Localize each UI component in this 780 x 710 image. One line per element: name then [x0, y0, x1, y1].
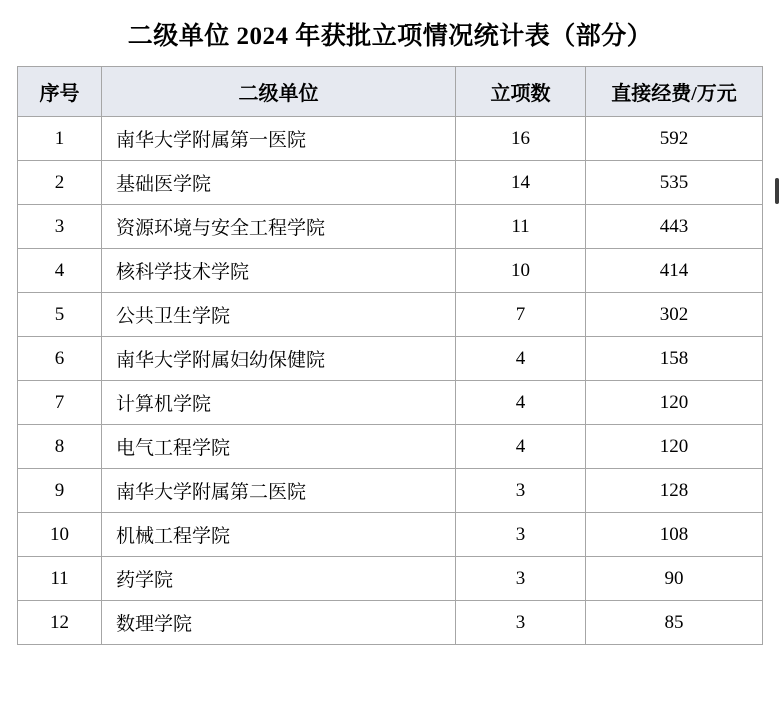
cell-index: 8: [18, 425, 102, 469]
cell-count: 4: [456, 337, 586, 381]
statistics-table: [17, 66, 763, 645]
scroll-indicator[interactable]: [775, 178, 779, 204]
cell-count: 11: [456, 205, 586, 249]
cell-unit: 机械工程学院: [102, 513, 456, 557]
cell-count: 10: [456, 249, 586, 293]
cell-index: 9: [18, 469, 102, 513]
cell-count: 3: [456, 469, 586, 513]
column-header-index: 序号: [18, 67, 102, 117]
table-row: [18, 117, 763, 161]
cell-unit: 南华大学附属妇幼保健院: [102, 337, 456, 381]
cell-unit: 计算机学院: [102, 381, 456, 425]
cell-index: 2: [18, 161, 102, 205]
cell-count: 16: [456, 117, 586, 161]
cell-index: 10: [18, 513, 102, 557]
cell-unit: 核科学技术学院: [102, 249, 456, 293]
table-row: [18, 161, 763, 205]
cell-unit: 南华大学附属第二医院: [102, 469, 456, 513]
cell-fund: 108: [586, 513, 763, 557]
cell-fund: 120: [586, 381, 763, 425]
table-row: [18, 293, 763, 337]
cell-count: 4: [456, 425, 586, 469]
column-header-count: 立项数: [456, 67, 586, 117]
table-row: [18, 249, 763, 293]
table-row: [18, 557, 763, 601]
cell-count: 3: [456, 601, 586, 645]
cell-fund: 158: [586, 337, 763, 381]
cell-unit: 基础医学院: [102, 161, 456, 205]
cell-unit: 电气工程学院: [102, 425, 456, 469]
cell-fund: 85: [586, 601, 763, 645]
cell-index: 7: [18, 381, 102, 425]
table-row: [18, 601, 763, 645]
cell-index: 4: [18, 249, 102, 293]
cell-index: 3: [18, 205, 102, 249]
column-header-unit: 二级单位: [102, 67, 456, 117]
cell-unit: 公共卫生学院: [102, 293, 456, 337]
table-row: [18, 381, 763, 425]
table-body: [18, 117, 763, 645]
cell-count: 7: [456, 293, 586, 337]
table-row: [18, 425, 763, 469]
column-header-fund: 直接经费/万元: [586, 67, 763, 117]
cell-fund: 90: [586, 557, 763, 601]
cell-fund: 592: [586, 117, 763, 161]
cell-count: 3: [456, 513, 586, 557]
table-header-row: [18, 67, 763, 117]
cell-unit: 南华大学附属第一医院: [102, 117, 456, 161]
cell-index: 6: [18, 337, 102, 381]
cell-fund: 128: [586, 469, 763, 513]
cell-count: 3: [456, 557, 586, 601]
table-row: [18, 513, 763, 557]
page-title: 二级单位 2024 年获批立项情况统计表（部分）: [127, 23, 653, 50]
table-row: [18, 205, 763, 249]
cell-count: 4: [456, 381, 586, 425]
table-header: [18, 67, 763, 117]
cell-fund: 443: [586, 205, 763, 249]
cell-index: 11: [18, 557, 102, 601]
cell-unit: 数理学院: [102, 601, 456, 645]
cell-index: 5: [18, 293, 102, 337]
table-row: [18, 337, 763, 381]
cell-count: 14: [456, 161, 586, 205]
cell-fund: 302: [586, 293, 763, 337]
cell-fund: 120: [586, 425, 763, 469]
cell-index: 12: [18, 601, 102, 645]
cell-fund: 535: [586, 161, 763, 205]
cell-unit: 资源环境与安全工程学院: [102, 205, 456, 249]
table-row: [18, 469, 763, 513]
cell-unit: 药学院: [102, 557, 456, 601]
cell-fund: 414: [586, 249, 763, 293]
cell-index: 1: [18, 117, 102, 161]
